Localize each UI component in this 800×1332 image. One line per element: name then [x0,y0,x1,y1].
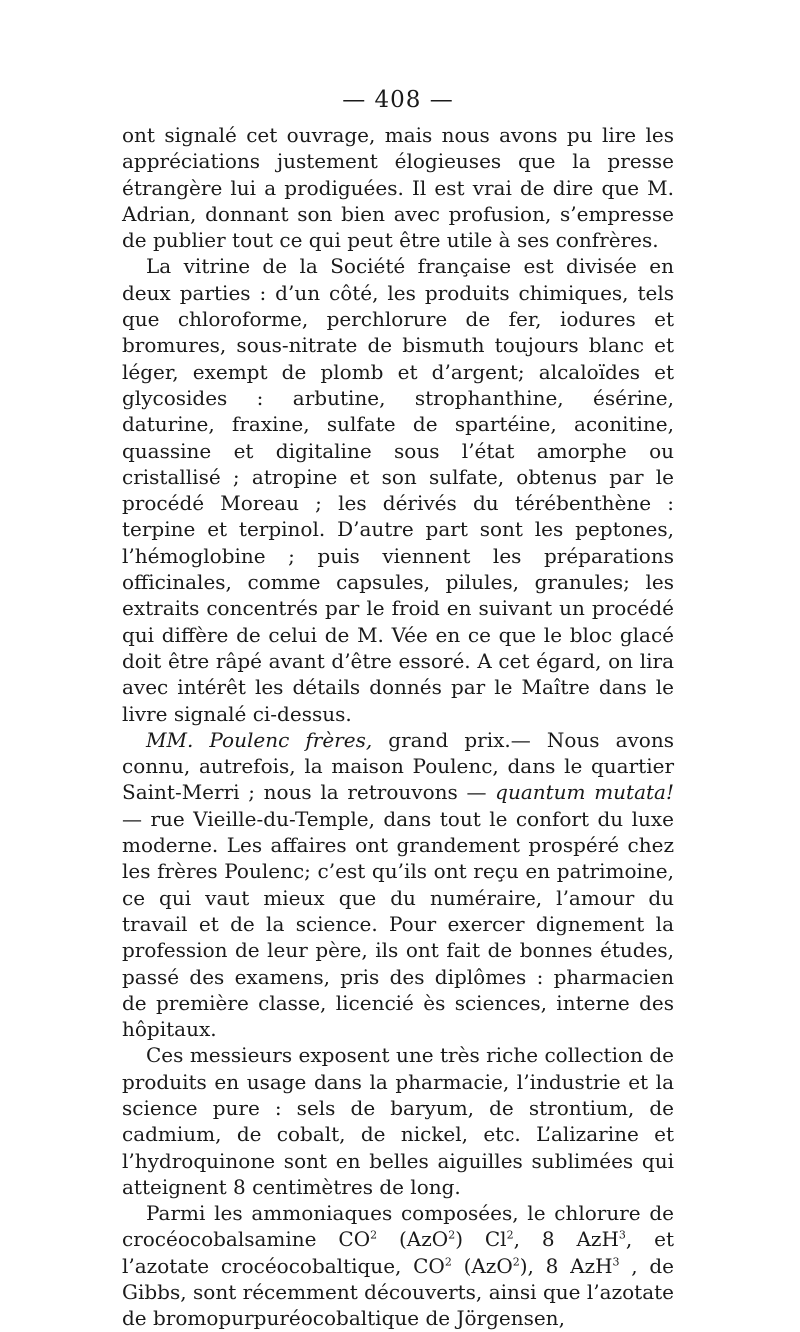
paragraph-2: La vitrine de la Société française est divisée en deux parties : d’un côté, les produits chimiques, tels que chloroforme, perchlorure de fer, iodures et bromures, sous-nitrate de bismuth toujours blanc et léger, exempt de plomb et d’argent; alcaloïdes et glycosides : arbutine, strophanthine, ésérine, daturine, fraxine, sulfate de spartéine, aconitine, quassine et digitaline sous l’état amorphe ou cristallisé ; atropine et son sulfate, obtenus par le procédé Moreau ; les dérivés du térébenthène : terpine et terpinol. D’autre part sont les peptones, l’hémoglobine ; puis viennent les préparations officinales, comme capsules, pilules, granules; les extraits concentrés par le froid en suivant un procédé qui diffère de celui de M. Vée en ce que le bloc glacé doit être râpé avant d’être essoré. A cet égard, on lira avec intérêt les détails donnés par le Maître dans le livre signalé ci-dessus. [122,254,674,726]
superscript: 2 [370,1228,378,1242]
superscript: 2 [444,1255,452,1269]
paragraph-3-italic-mid: quantum mutata! [495,780,674,805]
paragraph-5-text-f: (AzO [451,1253,513,1278]
paragraph-3-text-a: grand prix.— Nous avons connu, autrefois, la maison Poulenc, dans le quartier Saint-Merri ; nous la retrouvons — [122,727,674,805]
paragraph-5-text-c: ) Cl [455,1227,507,1252]
paragraph-5-text-b: (AzO [377,1227,449,1252]
superscript: 3 [612,1255,620,1269]
paragraph-5-text-a: Parmi les ammoniaques composées, le chlorure de crocéocobalsamine CO [122,1201,674,1252]
superscript: 3 [618,1228,626,1242]
book-page [122,86,674,1332]
paragraph-5-text-h: , de Gibbs, sont récemment découverts, ainsi que l’azotate de bromopurpuréocobaltique de Jörgensen, [122,1253,674,1331]
paragraph-5-text-d: , 8 AzH [513,1227,619,1252]
paragraph-3-italic-lead: MM. Poulenc frères, [146,727,373,752]
paragraph-5 [122,1200,674,1331]
superscript: 2 [506,1228,514,1242]
paragraph-3 [122,727,674,1043]
paragraph-5-text-g: ), 8 AzH [519,1253,613,1278]
paragraph-3-text-b: — rue Vieille-du-Temple, dans tout le confort du luxe moderne. Les affaires ont grandement prospéré chez les frères Poulenc; c’est qu’ils ont reçu en patrimoine, ce qui vaut mieux que du numéraire, l’amour du travail et de la science. Pour exercer dignement la profession de leur père, ils ont fait de bonnes études, passé des examens, pris des diplômes : pharmacien de première classe, licencié ès sciences, interne des hôpitaux. [122,806,674,1042]
paragraph-4: Ces messieurs exposent une très riche collection de produits en usage dans la pharmacie, l’industrie et la science pure : sels de baryum, de strontium, de cadmium, de cobalt, de nickel, etc. L’alizarine et l’hydroquinone sont en belles aiguilles sublimées qui atteignent 8 centimètres de long. [122,1043,674,1199]
paragraph-5-text-e: , et l’azotate crocéocobaltique, CO [122,1227,675,1278]
paragraph-1: ont signalé cet ouvrage, mais nous avons pu lire les appréciations justement élogieuses que la presse étrangère lui a prodiguées. Il est vrai de dire que M. Adrian, donnant son bien avec profusion, s’empresse de publier tout ce qui peut être utile à ses confrères. [122,123,674,253]
superscript: 2 [512,1255,520,1269]
page-number: — 408 — [342,87,454,113]
superscript: 2 [448,1228,456,1242]
